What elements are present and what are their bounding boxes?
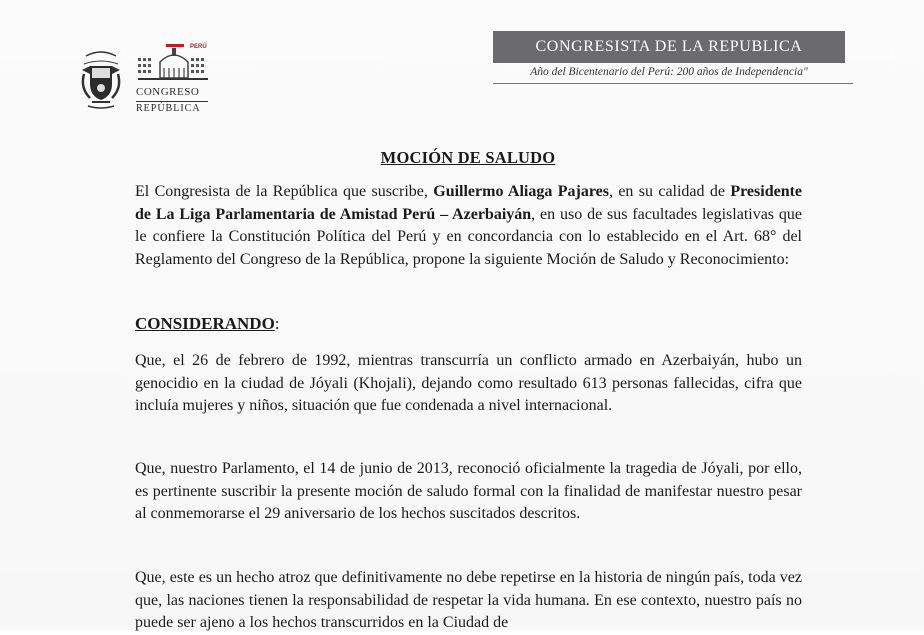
banner-subtitle: Año del Bicentenario del Perú: 200 años de Independencia" [530, 66, 808, 78]
intro-text-1: El Congresista de la República que suscribe, [135, 183, 434, 200]
peru-tag: PERÚ [190, 44, 207, 50]
considerando-colon: : [274, 314, 280, 333]
header-banner [493, 31, 845, 63]
signatory-name: Guillermo Aliaga Pajares [433, 183, 609, 200]
logo-divider [136, 101, 208, 102]
signatory-role: Presidente de La Liga Parlamentaria de Amistad Perú – Azerbaiyán [135, 183, 803, 223]
paragraph-3: Que, este es un hecho atroz que definitivamente no debe repetirse en la historia de ningún país, toda vez que, las naciones tienen la responsabilidad de respetar la vida humana. En ese contexto, nuestro país no puede ser ajeno a los hechos transcurridos en la Ciudad de [135, 569, 802, 631]
republica-word: REPÚBLICA [136, 103, 201, 114]
coat-of-arms-logo [78, 50, 124, 110]
considerando-label: CONSIDERANDO [135, 314, 275, 333]
paragraph-2: Que, nuestro Parlamento, el 14 de junio de 2013, reconoció oficialmente la tragedia de Jóyali, por ello, es pertinente suscribir la presente moción de saludo formal con la finalidad de manifestar nuestro pesar al conmemorarse el 29 aniversario de los hechos suscitados descritos. [135, 460, 802, 522]
intro-text-2: , en su calidad de [608, 183, 731, 200]
congreso-logo [134, 44, 214, 120]
intro-text-3: , en uso de sus facultades legislativas que le confiere la Constitución Política del Perú y en concordancia con lo establecido en el Art. 68° del Reglamento del Congreso de la República, propone la siguiente Moción de Saludo y Reconocimiento: [135, 205, 802, 268]
congreso-word: CONGRESO [136, 86, 200, 98]
intro-paragraph [135, 181, 802, 271]
considerando-heading [135, 314, 280, 334]
congreso-building-icon [136, 44, 212, 84]
document-title: MOCIÓN DE SALUDO [380, 148, 556, 167]
paragraph-1: Que, el 26 de febrero de 1992, mientras transcurría un conflicto armado en Azerbaiyán, hubo un genocidio en la ciudad de Jóyali (Khojali), dejando como resultado 613 personas fallecidas, cifra que incluía mujeres y niños, situación que fue condenada a nivel internacional. [135, 352, 802, 414]
banner-divider [493, 83, 853, 84]
banner-title: CONGRESISTA DE LA REPUBLICA [535, 38, 803, 55]
